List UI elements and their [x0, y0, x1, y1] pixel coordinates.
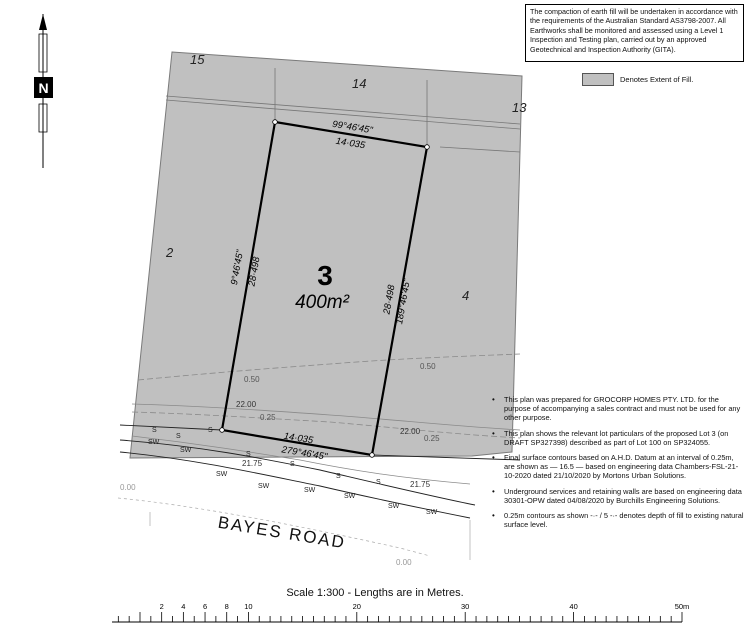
- compaction-note: The compaction of earth fill will be undertaken in accordance with the requirements of the Australian Standard AS3798-2007. All Earthworks shall be monitored and assessed using a Level 1 Inspection and Testing plan, carried out by an approved Geotechnical and Inspection Authority (GITA).: [525, 4, 744, 62]
- service-label: SW: [388, 503, 400, 510]
- service-label: SW: [304, 487, 316, 494]
- scale-tick-label: 10: [244, 602, 253, 611]
- contour-label: 0.00: [120, 483, 136, 492]
- service-label: SW: [148, 439, 160, 446]
- contour-label: 0.00: [396, 558, 412, 567]
- fill-swatch: [582, 73, 614, 86]
- scale-tick-label: 8: [224, 602, 229, 611]
- service-label: SW: [180, 447, 192, 454]
- top-length: 14·035: [334, 135, 366, 152]
- lot-area: 400m²: [295, 292, 349, 313]
- service-label: SW: [426, 509, 438, 516]
- service-label: S: [290, 461, 295, 468]
- scale-tick-label: 2: [159, 602, 164, 611]
- bottom-length: 14·035: [282, 430, 314, 447]
- contour-label: 0.25: [260, 413, 276, 422]
- left-bearing: 9°46'45": [229, 249, 247, 286]
- contour-label: 21.75: [242, 459, 263, 468]
- note-item: • This plan was prepared for GROCORP HOMES PTY. LTD. for the purpose of accompanying a sales contract and must not be used for any other purpose.: [490, 395, 746, 423]
- contour-label: 0.50: [420, 362, 436, 371]
- road-name: BAYES ROAD: [216, 512, 348, 553]
- scale-bar: [112, 602, 689, 622]
- service-label: S: [208, 427, 213, 434]
- scale-tick-label: 40: [569, 602, 578, 611]
- contour-label: 0.25: [424, 434, 440, 443]
- service-label: S: [336, 473, 341, 480]
- service-label: SW: [258, 483, 270, 490]
- lot-14-label: 14: [352, 76, 367, 91]
- contour-label: 0.50: [244, 375, 260, 384]
- note-item: • Final surface contours based on A.H.D. Datum at an interval of 0.25m, are shown as — 16.5 — based on engineering data Chambers-FSL-21-10-2020 dated 21/10/2020 by Mortons Urban Solutions.: [490, 453, 746, 481]
- north-arrow: [34, 14, 53, 168]
- lot-13-label: 13: [512, 100, 527, 115]
- north-label: N: [38, 80, 49, 96]
- scale-tick-label: 30: [461, 602, 470, 611]
- lot-number: 3: [317, 260, 333, 291]
- scale-tick-label: 4: [181, 602, 186, 611]
- right-bearing: 189°46'45": [394, 277, 413, 326]
- service-label: S: [246, 451, 251, 458]
- service-label: SW: [344, 493, 356, 500]
- lot-4-label: 4: [462, 288, 470, 303]
- service-label: S: [152, 427, 157, 434]
- service-label: S: [176, 433, 181, 440]
- lot-2-label: 2: [166, 245, 174, 260]
- note-item: • Underground services and retaining walls are based on engineering data 30301-OPW dated 04/08/2020 by Burchills Engineering Solutions.: [490, 487, 746, 505]
- contour-label: 22.00: [400, 427, 421, 436]
- bottom-bearing: 279°46'45": [280, 444, 328, 463]
- contour-label: 22.00: [236, 400, 257, 409]
- plan-notes: [490, 395, 746, 535]
- contour-label: 21.75: [410, 480, 431, 489]
- fill-legend: [582, 73, 693, 86]
- note-item: • 0.25m contours as shown -·- / 5 -·- denotes depth of fill to existing natural surface level.: [490, 511, 746, 529]
- right-length: 28·498: [381, 284, 398, 316]
- left-length: 28·498: [246, 256, 263, 288]
- note-item: • This plan shows the relevant lot particulars of the proposed Lot 3 (on DRAFT SP327398) described as part of Lot 100 on SP324055.: [490, 429, 746, 447]
- scale-tick-label: 50m: [674, 602, 690, 611]
- top-bearing: 99°46'45": [331, 118, 374, 137]
- service-label: S: [376, 479, 381, 486]
- scale-title: Scale 1:300 - Lengths are in Metres.: [286, 587, 464, 599]
- scale-tick-label: 20: [352, 602, 361, 611]
- scale-tick-label: 6: [202, 602, 208, 611]
- legend-label: Denotes Extent of Fill.: [620, 75, 694, 84]
- lot-15-label: 15: [190, 52, 205, 67]
- service-label: SW: [216, 471, 228, 478]
